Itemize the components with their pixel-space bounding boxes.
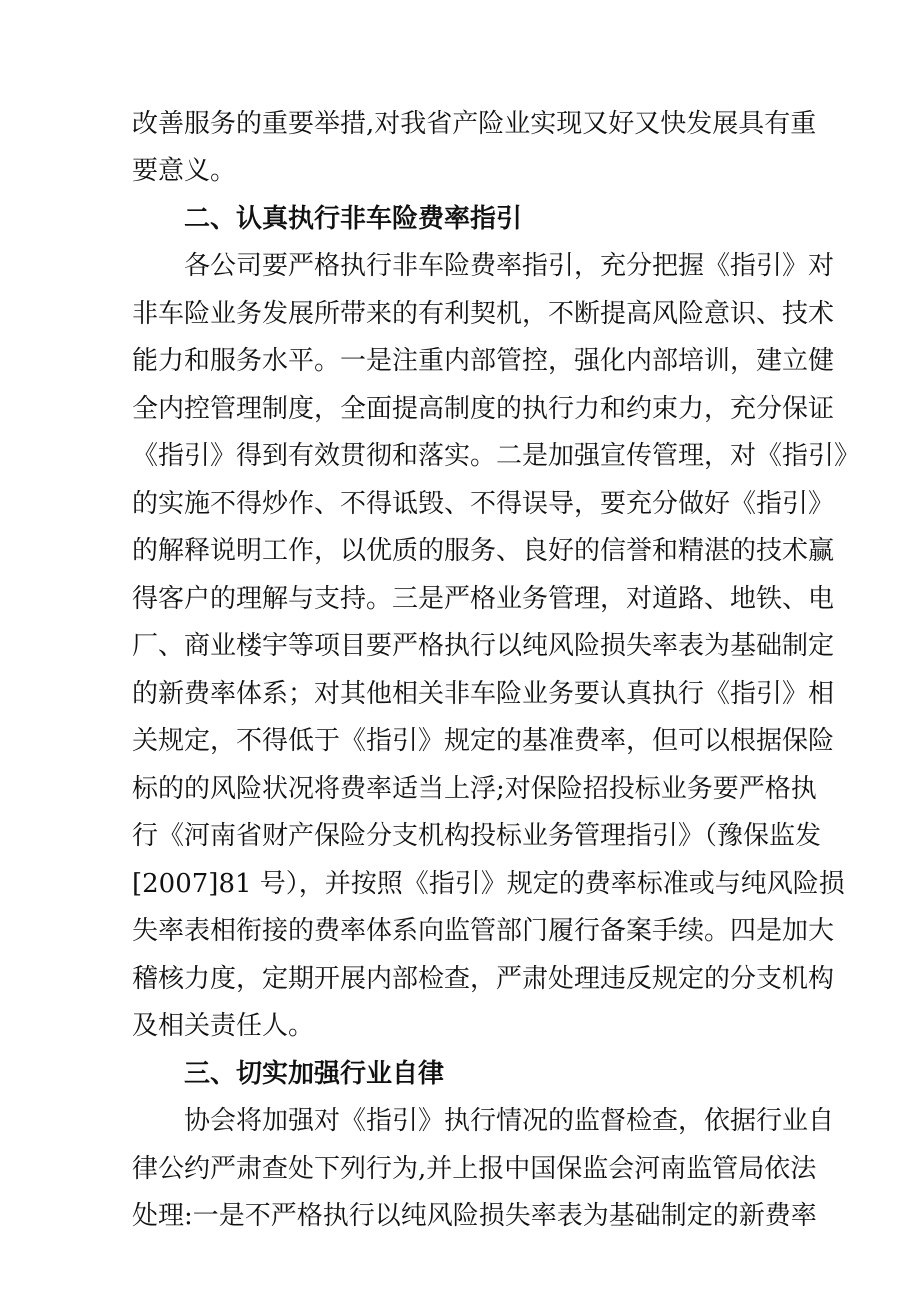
body-line: 及相关责任人。 — [132, 1011, 315, 1041]
body-line: 协会将加强对《指引》执行情况的监督检查，依据行业自 — [184, 1106, 835, 1136]
body-line: 厂、商业楼宇等项目要严格执行以纯风险损失率表为基础制定 — [132, 631, 835, 661]
body-line: 全内控管理制度，全面提高制度的执行力和约束力，充分保证 — [132, 394, 835, 424]
body-line: 各公司要严格执行非车险费率指引，充分把握《指引》对 — [184, 251, 835, 281]
body-line: 的实施不得炒作、不得诋毁、不得误导，要充分做好《指引》 — [132, 489, 835, 519]
body-line: 要意义。 — [132, 156, 237, 186]
body-line: [2007]81 号），并按照《指引》规定的费率标准或与纯风险损 — [132, 869, 845, 899]
body-line: 律公约严肃查处下列行为,并上报中国保监会河南监管局依法 — [132, 1154, 817, 1184]
body-line: 改善服务的重要举措,对我省产险业实现又好又快发展具有重 — [132, 109, 817, 139]
section-heading-3: 三、切实加强行业自律 — [184, 1059, 445, 1089]
body-line: 失率表相衔接的费率体系向监管部门履行备案手续。四是加大 — [132, 916, 835, 946]
body-line: 能力和服务水平。一是注重内部管控，强化内部培训，建立健 — [132, 346, 835, 376]
body-line: 行《河南省财产保险分支机构投标业务管理指引》（豫保监发 — [132, 821, 822, 851]
section-heading-2: 二、认真执行非车险费率指引 — [184, 204, 523, 234]
body-line: 稽核力度，定期开展内部检查，严肃处理违反规定的分支机构 — [132, 964, 835, 994]
body-line: 关规定，不得低于《指引》规定的基准费率，但可以根据保险 — [132, 726, 835, 756]
body-line: 得客户的理解与支持。三是严格业务管理，对道路、地铁、电 — [132, 584, 835, 614]
body-line: 处理:一是不严格执行以纯风险损失率表为基础制定的新费率 — [132, 1201, 817, 1231]
body-line: 非车险业务发展所带来的有利契机，不断提高风险意识、技术 — [132, 299, 835, 329]
body-line: 的新费率体系；对其他相关非车险业务要认真执行《指引》相 — [132, 679, 835, 709]
body-line: 的解释说明工作，以优质的服务、良好的信誉和精湛的技术赢 — [132, 536, 835, 566]
body-line: 《指引》得到有效贯彻和落实。二是加强宣传管理，对《指引》 — [132, 441, 861, 471]
body-line: 标的的风险状况将费率适当上浮;对保险招投标业务要严格执 — [132, 774, 817, 804]
